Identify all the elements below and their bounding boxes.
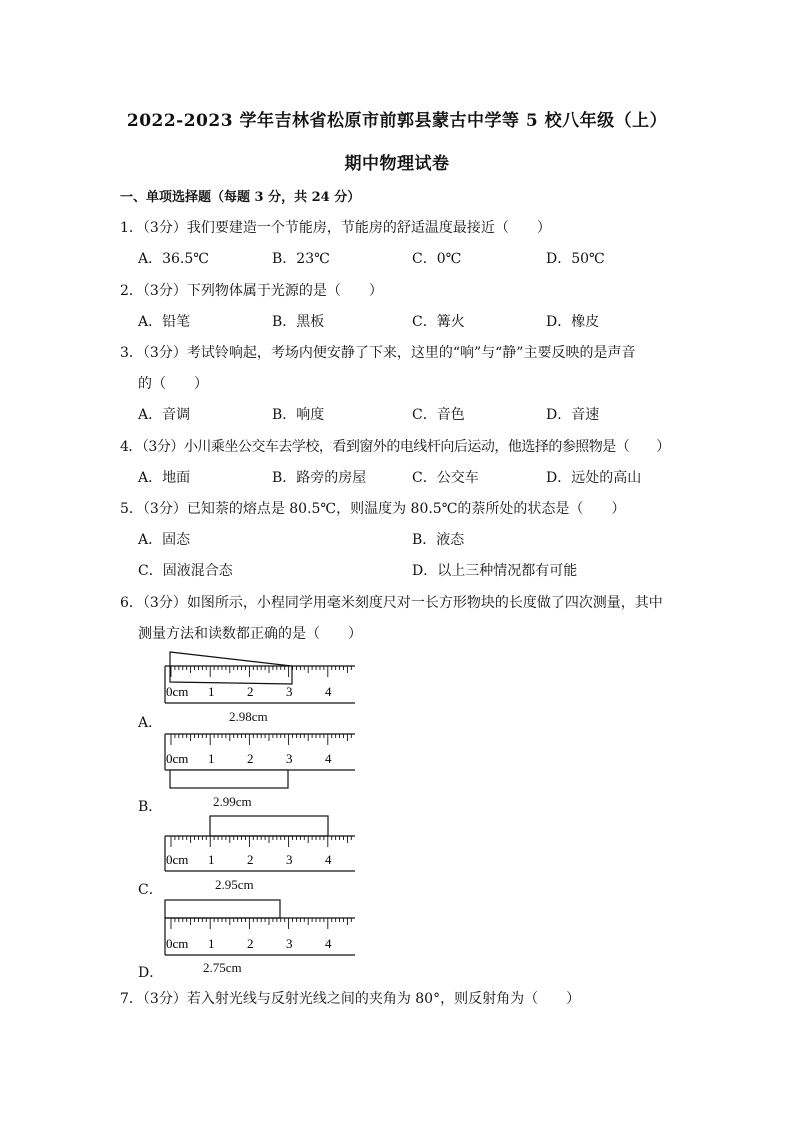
q2-option-c: C．篝火 <box>412 314 465 330</box>
q1-option-b: B．23℃ <box>272 251 330 267</box>
ruler-d-label-2: 2 <box>247 936 254 951</box>
ruler-b-label-4: 4 <box>325 751 332 766</box>
ruler-b-label-2: 2 <box>247 751 254 766</box>
q3-option-d: D．音速 <box>546 407 600 423</box>
ruler-d-label-4: 4 <box>325 936 332 951</box>
q2-option-a: A．铅笔 <box>138 314 191 330</box>
question-3-stem: 3．（3分）考试铃响起，考场内便安静了下来，这里的“响”与“静”主要反映的是声音 <box>120 345 636 361</box>
ruler-b-label-0: 0cm <box>166 751 189 766</box>
q1-option-c: C．0℃ <box>412 251 462 267</box>
question-7-stem: 7．（3分）若入射光线与反射光线之间的夹角为 80°，则反射角为（ ） <box>120 991 581 1007</box>
q4-option-c: C．公交车 <box>412 470 479 486</box>
q6-option-d: D． <box>138 965 164 981</box>
question-6-stem-cont: 测量方法和读数都正确的是（ ） <box>138 626 362 642</box>
q2-option-b: B．黑板 <box>272 314 325 330</box>
q2-option-d: D．橡皮 <box>546 314 600 330</box>
ruler-c-label-2: 2 <box>247 852 254 867</box>
q3-option-c: C．音色 <box>412 407 465 423</box>
question-4-stem: 4．（3分）小川乘坐公交车去学校，看到窗外的电线杆向后运动，他选择的参照物是（ ） <box>120 439 670 455</box>
question-6-stem: 6．（3分）如图所示，小程同学用毫米刻度尺对一长方形物块的长度做了四次测量，其中 <box>120 595 663 611</box>
ruler-b-label-1: 1 <box>208 751 215 766</box>
q6-reading-a: 2.98cm <box>229 709 268 724</box>
paper-title-line1: 2022-2023 学年吉林省松原市前郭县蒙古中学等 5 校八年级（上） <box>126 111 668 131</box>
ruler-a-label-2: 2 <box>247 684 254 699</box>
q5-option-a: A．固态 <box>138 532 191 548</box>
q4-option-a: A．地面 <box>138 470 191 486</box>
q5-option-d: D．以上三种情况都有可能 <box>412 563 578 579</box>
section-heading: 一、单项选择题（每题 3 分，共 24 分） <box>120 190 361 205</box>
q6-option-b: B． <box>138 799 163 815</box>
ruler-c-label-0: 0cm <box>166 852 189 867</box>
q3-option-b: B．响度 <box>272 407 325 423</box>
question-5-stem: 5．（3分）已知萘的熔点是 80.5℃，则温度为 80.5℃的萘所处的状态是（ ） <box>120 501 626 517</box>
ruler-c-label-4: 4 <box>325 852 332 867</box>
block-d <box>165 900 280 918</box>
ruler-a-label-1: 1 <box>208 684 215 699</box>
block-c <box>210 816 328 836</box>
ruler-d-label-3: 3 <box>286 936 293 951</box>
ruler-d-label-1: 1 <box>208 936 215 951</box>
q6-reading-c: 2.95cm <box>215 877 254 892</box>
ruler-c-label-1: 1 <box>208 852 215 867</box>
ruler-figure-c <box>160 814 360 874</box>
q5-option-c: C．固液混合态 <box>138 563 233 579</box>
ruler-figure-a <box>160 648 360 708</box>
block-a <box>170 652 292 684</box>
q6-option-a: A． <box>138 715 163 731</box>
block-b <box>170 770 288 788</box>
q4-option-d: D．远处的高山 <box>546 470 642 486</box>
ruler-a-label-0: 0cm <box>166 684 189 699</box>
q5-option-b: B．液态 <box>412 532 465 548</box>
q3-option-a: A．音调 <box>138 407 191 423</box>
question-2-stem: 2．（3分）下列物体属于光源的是（ ） <box>120 283 383 299</box>
q1-option-d: D．50℃ <box>546 251 605 267</box>
q6-option-c: C． <box>138 882 163 898</box>
ruler-b-label-3: 3 <box>286 751 293 766</box>
ruler-d-label-0: 0cm <box>166 936 189 951</box>
ruler-figure-b <box>160 730 360 790</box>
q4-option-b: B．路旁的房屋 <box>272 470 367 486</box>
q6-reading-b: 2.99cm <box>213 794 252 809</box>
question-3-stem-cont: 的（ ） <box>138 376 208 392</box>
q1-option-a: A．36.5℃ <box>138 251 209 267</box>
q6-reading-d: 2.75cm <box>203 960 242 975</box>
ruler-figure-d <box>160 898 360 960</box>
paper-title-line2: 期中物理试卷 <box>344 154 450 174</box>
ruler-c-label-3: 3 <box>286 852 293 867</box>
ruler-a-label-3: 3 <box>286 684 293 699</box>
ruler-a-label-4: 4 <box>325 684 332 699</box>
question-1-stem: 1．（3分）我们要建造一个节能房，节能房的舒适温度最接近（ ） <box>120 220 551 236</box>
